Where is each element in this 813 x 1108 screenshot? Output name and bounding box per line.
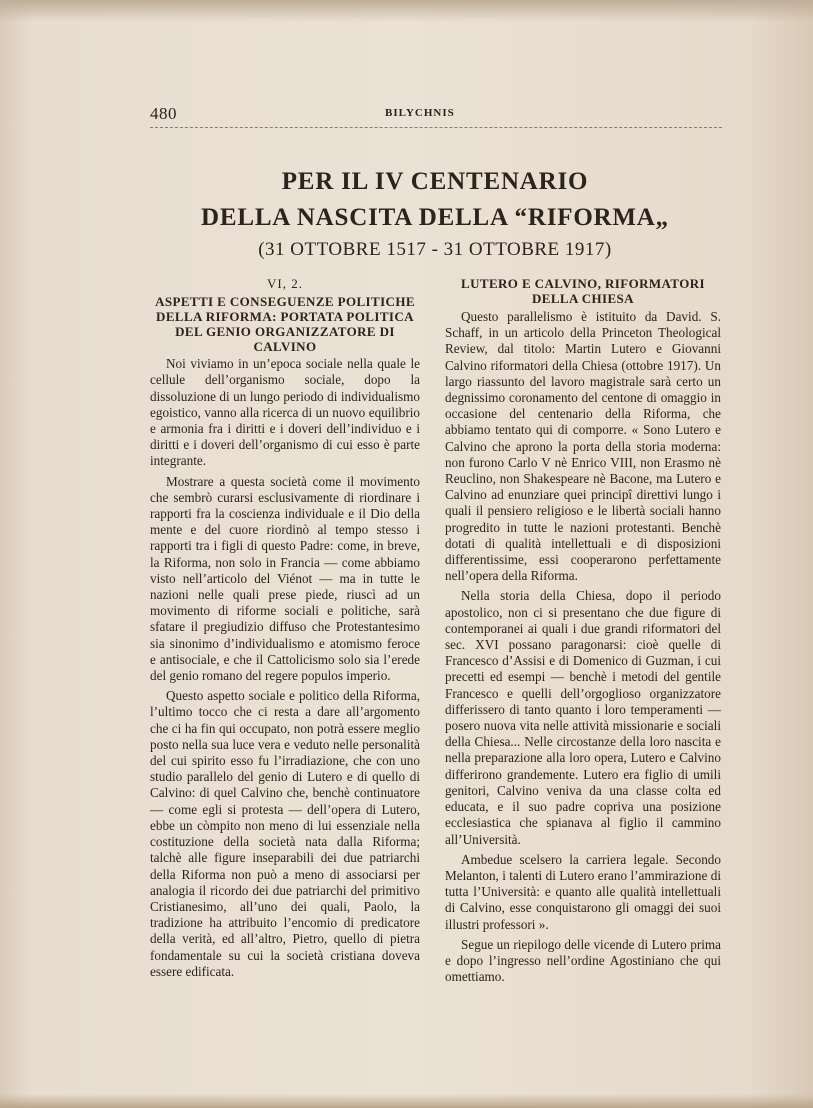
section-title-right: LUTERO E CALVINO, RIFORMATORI DELLA CHIESA — [461, 276, 705, 306]
page-header — [150, 104, 720, 126]
page-top-shadow — [0, 0, 813, 22]
paragraph: Questo parallelismo è istituito da David. S. Schaff, in un articolo della Princeton Theological Review, dal titolo: Martin Lutero e Giovanni Calvino riformatori della Chiesa (ottobre 1917). Un largo riassunto del lavoro magistrale sarà certo un degnissimo coronamento del centone di omaggio in occasione del centenario della Riforma, che abbiamo tentato qui di comporre. « Sono Lutero e Calvino che aprono la porta della storia moderna: non furono Carlo V nè Enrico VIII, non Erasmo nè Reuclino, non Shakespeare nè Bacone, ma Lutero e Calvino ad enunziare quei principî direttivi lungo i quali il pensiero religioso e le libertà sociali hanno progredito in tutte le nazioni protestanti. Benchè dotati di qualità intellettuali e di disposizioni differentissime, essi cooperarono perfettamente nell’opera della Riforma. — [445, 309, 721, 584]
running-head: BILYCHNIS — [385, 107, 455, 119]
section-number: VI, 2. — [267, 276, 303, 291]
paragraph: Noi viviamo in un’epoca sociale nella quale le cellule dell’organismo sociale, dopo la dissoluzione di un lungo periodo di individualismo egoistico, vanno alla ricerca di un nuovo equilibrio e armonia fra i diritti e i doveri dell’individuo e i diritti e i doveri dell’organismo di cui esso è parte integrante. — [150, 356, 420, 469]
title-line-2: DELLA NASCITA DELLA “RIFORMA„ — [201, 204, 669, 231]
title-dates: (31 OTTOBRE 1517 - 31 OTTOBRE 1917) — [258, 239, 612, 260]
paragraph: Ambedue scelsero la carriera legale. Secondo Melanton, i talenti di Lutero erano l’ammirazione di tutta l’Università: e quanto alle qualità intellettuali di Calvino, esse conquistarono gli omaggi dei suoi illustri professori ». — [445, 851, 721, 932]
section-title-left: ASPETTI E CONSEGUENZE POLITICHE DELLA RIFORMA: PORTATA POLITICA DEL GENIO ORGANIZZATORE DI CALVINO — [155, 294, 415, 355]
right-column — [445, 276, 721, 989]
article-title — [150, 165, 720, 263]
paragraph: Mostrare a questa società come il movimento che sembrò curarsi esclusivamente di riordinare i rapporti fra la coscienza individuale e il Dio della mente e del cuore riordinò al tempo stesso i rapporti tra i figli di questo Padre: come, in breve, la Riforma, non solo in Francia — come abbiamo visto nell’articolo del Viénot — ma in tutte le nazioni nelle quali prese piede, riuscì ad un movimento di riforme sociali e politiche, sarà sfatare il pregiudizio diffuso che Protestantesimo sia sinonimo d’individualismo e atomismo feroce e antisociale, e che il Cattolicismo solo sia l’erede del genio romano del regere populos imperio. — [150, 473, 420, 684]
paragraph: Questo aspetto sociale e politico della Riforma, l’ultimo tocco che ci resta a dare all’argomento che ci ha fin qui occupato, non potrà essere meglio posto nella sua luce vera e veduto nelle personalità del cui spirito esso fu l’irradiazione, che con uno studio parallelo del genio di Lutero e di quello di Calvino: di quel Calvino che, benchè continuatore — come egli si protesta — dell’opera di Lutero, ebbe un còmpito non meno di lui essenziale nella costituzione della società nata dalla Riforma; talchè alle figure inseparabili dei due patriarchi della Riforma non può a meno di associarsi per analogia il ricordo dei due patriarchi del primitivo Cristianesimo, all’uno dei quali, Paolo, la tradizione ha attribuito l’encomio di predicatore della verità, ed all’altro, Pietro, quello di pietra fondamentale su cui la società cristiana doveva essere edificata. — [150, 688, 420, 979]
page-number: 480 — [150, 104, 177, 123]
paragraph: Segue un riepilogo delle vicende di Lutero prima e dopo l’ingresso nell’ordine Agostiniano che qui omettiamo. — [445, 936, 721, 985]
header-rule — [150, 127, 722, 128]
page-bottom-edge — [0, 1094, 813, 1108]
left-column — [150, 276, 420, 984]
paragraph: Nella storia della Chiesa, dopo il periodo apostolico, non ci si presentano che due figure di contemporanei ai quali i due grandi riformatori del sec. XVI possano paragonarsi: cioè quelle di Francesco d’Assisi e di Domenico di Guzman, i cui precetti ed esempi — benchè i metodi del gentile Francesco e quelli dell’orgoglioso organizzatore differissero di tanto quanto i loro temperamenti — posero nuova vita nelle attività missionarie e sociali della Chiesa... Nelle circostanze della loro nascita e nella preparazione alla loro opera, Lutero e Calvino differirono grandemente. Lutero era figlio di umili genitori, Calvino veniva da una classe colta ed educata, e il suo padre copriva una posizione ecclesiastica che spianava al figlio il cammino all’Università. — [445, 588, 721, 847]
title-line-1: PER IL IV CENTENARIO — [281, 168, 589, 195]
